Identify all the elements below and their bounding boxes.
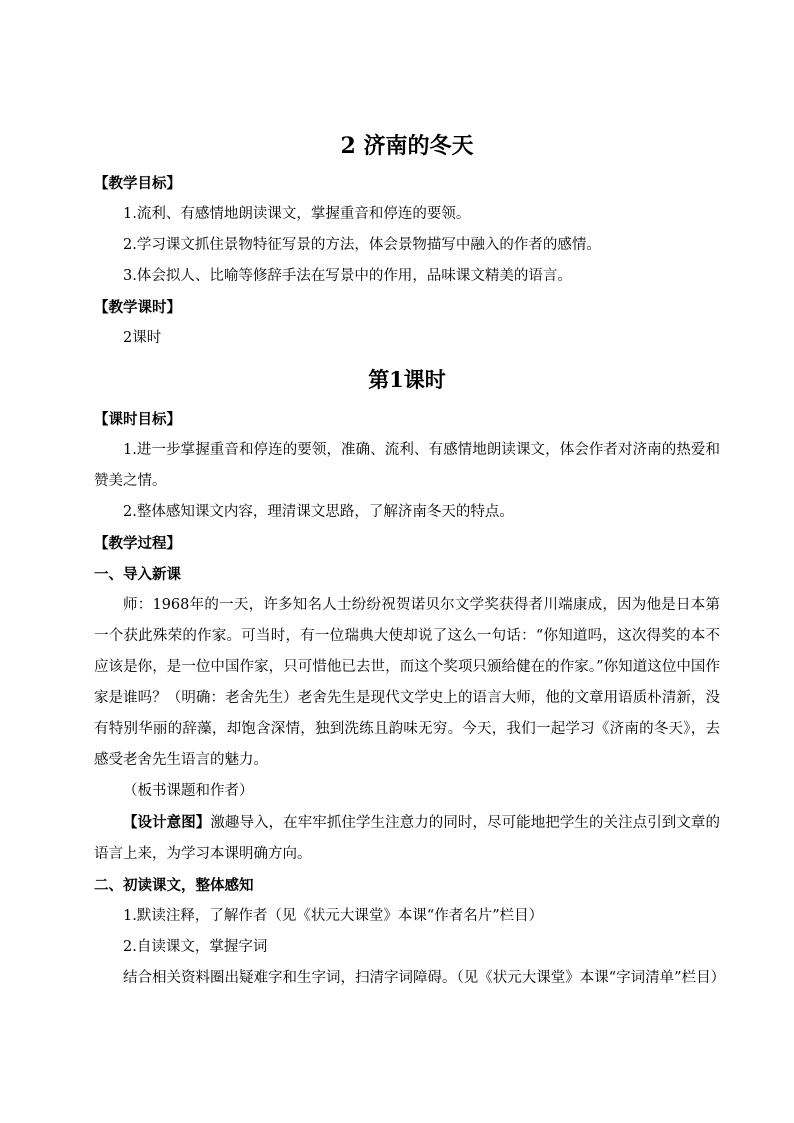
page-title: 2 济南的冬天: [340, 133, 474, 159]
process-heading: 【教学过程】: [94, 535, 181, 552]
document-content: [94, 126, 726, 994]
reading-paragraph: 结合相关资料圈出疑难字和生字词，扫清字词障碍。（见《状元大课堂》本课“字词清单”栏目）: [123, 970, 726, 986]
reading-item: 2.自读课文，掌握字词: [123, 939, 268, 955]
board-note: （板书课题和作者）: [123, 783, 254, 799]
objective-item: 1.流利、有感情地朗读课文，掌握重音和停连的要领。: [123, 206, 471, 222]
hours-value: 2课时: [123, 330, 162, 346]
goal-item: 2.整体感知课文内容，理清课文思路，了解济南冬天的特点。: [123, 504, 514, 520]
goal-item: 1.进一步掌握重音和停连的要领，准确、流利、有感情地朗读课文，体会作者对济南的热爱和赞美之情。: [94, 442, 720, 489]
objectives-heading: 【教学目标】: [94, 175, 181, 192]
objective-item: 2.学习课文抓住景物特征写景的方法，体会景物描写中融入的作者的感情。: [123, 237, 601, 253]
intro-paragraph: 师：1968年的一天，许多知名人士纷纷祝贺诺贝尔文学奖获得者川端康成，因为他是日本第一个获此殊荣的作家。可当时，有一位瑞典大使却说了这么一句话：“你知道吗，这次得奖的本不应该是你，是一位中国作家，只可惜他已去世，而这个奖项只颁给健在的作家。”你知道这位中国作家是谁吗？（明确：老舍先生）老舍先生是现代文学史上的语言大师，他的文章用语质朴清新，没有特别华丽的辞藻，却饱含深情，独到洗练且韵味无穷。今天，我们一起学习《济南的冬天》，去感受老舍先生语言的魅力。: [94, 597, 720, 768]
goals-heading: 【课时目标】: [94, 411, 181, 428]
reading-item: 1.默读注释，了解作者（见《状元大课堂》本课“作者名片”栏目）: [123, 908, 544, 924]
lesson-title: 第1课时: [368, 367, 446, 392]
design-intent-text: 激趣导入，在牢牢抓住学生注意力的同时，尽可能地把学生的关注点引到文章的语言上来，为学习本课明确方向。: [94, 815, 720, 862]
objective-item: 3.体会拟人、比喻等修辞手法在写景中的作用，品味课文精美的语言。: [123, 268, 572, 284]
section-heading-reading: 二、初读课文，整体感知: [94, 877, 254, 894]
section-heading-intro: 一、导入新课: [94, 566, 181, 583]
design-intent-label: 【设计意图】: [123, 814, 211, 831]
design-intent: [94, 807, 720, 870]
hours-heading: 【教学课时】: [94, 299, 181, 316]
